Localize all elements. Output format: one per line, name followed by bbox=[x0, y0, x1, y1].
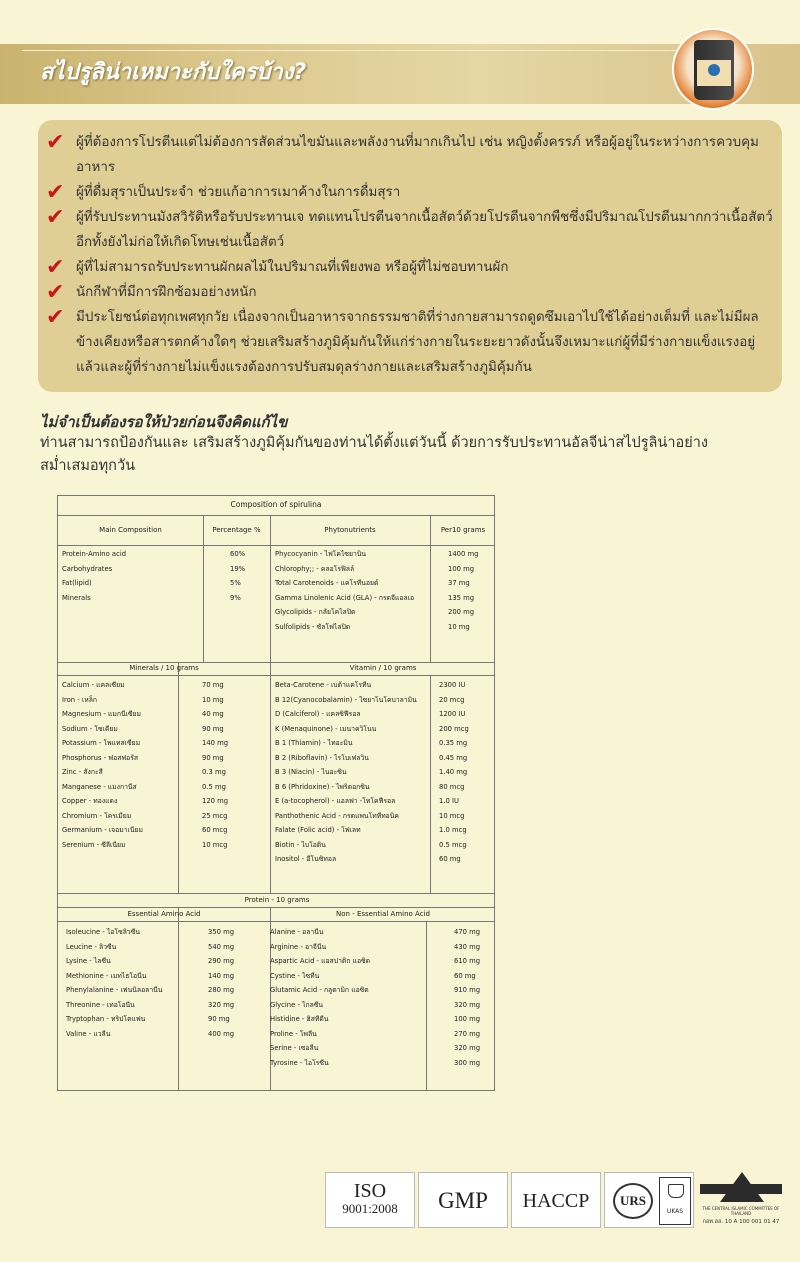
benefits-panel bbox=[38, 120, 782, 392]
table-rule bbox=[58, 675, 494, 676]
table-cell-name: Protein-Amino acid bbox=[62, 550, 127, 558]
halal-certification bbox=[700, 1172, 782, 1232]
benefits-list bbox=[46, 130, 776, 380]
table-cell-value: 80 mcg bbox=[439, 782, 465, 791]
per10-header: Per10 grams bbox=[440, 526, 486, 534]
table-rule bbox=[58, 662, 494, 663]
table-cell-value: 320 mg bbox=[454, 1000, 481, 1009]
table-rule bbox=[58, 515, 494, 516]
check-icon: ✔ bbox=[46, 280, 65, 305]
table-cell-value: 540 mg bbox=[208, 942, 235, 951]
main-composition-header: Main Composition bbox=[99, 526, 162, 534]
table-cell-value: 1.40 mg bbox=[439, 768, 468, 776]
table-rule bbox=[203, 515, 204, 662]
benefit-item bbox=[46, 280, 776, 305]
table-rule bbox=[178, 907, 179, 1091]
table-cell-value: 19% bbox=[230, 564, 246, 573]
benefit-item bbox=[46, 305, 776, 380]
page-title: สไปรูลิน่าเหมาะกับใครบ้าง? bbox=[40, 60, 307, 85]
table-cell-value: 1.0 mcg bbox=[439, 826, 467, 834]
table-cell-name: Falate (Folic acid) - โฟเลท bbox=[275, 826, 361, 834]
table-cell-value: 2300 IU bbox=[439, 681, 466, 689]
ukas-label: UKAS bbox=[666, 1208, 684, 1215]
table-cell-name: Potassium - โพแทสเซียม bbox=[62, 739, 141, 747]
table-cell-name: Valine - แวลีน bbox=[66, 1029, 111, 1038]
table-cell-name: Biotin - ไบโอติน bbox=[275, 840, 326, 849]
table-cell-name: Serine - เซอลีน bbox=[270, 1044, 319, 1052]
iso-label: ISO bbox=[353, 1180, 387, 1202]
table-cell-value: 430 mg bbox=[454, 942, 481, 951]
section-heading: ไม่จำเป็นต้องรอให้ป่วยก่อนจึงคิดแก้ไข bbox=[40, 413, 288, 431]
table-cell-name: Serenium - ซีลีเนียม bbox=[62, 840, 126, 849]
table-cell-value: 90 mg bbox=[208, 1015, 230, 1023]
table-cell-value: 37 mg bbox=[448, 579, 470, 587]
table-cell-name: Panthothenic Acid - กรดแพนโททีทอนิค bbox=[275, 811, 399, 820]
benefit-text: ผู้ที่รับประทานมังสวิรัติหรือรับประทานเจ ทดแทนโปรตีนจากเนื้อสัตว์ด้วยโปรตีนจากพืชซึ่งมีปริมาณโปรตีนมากกว่าเนื้อสัตว์อีกทั้งยังไม่ก่อให้เกิดโทษเช่นเนื้อสัตว์ bbox=[76, 210, 773, 250]
section-paragraph: ท่านสามารถป้องกันและ เสริมสร้างภูมิคุ้มกันของท่านได้ตั้งแต่วันนี้ ด้วยการรับประทานอัลจีน่าสไปรูลิน่าอย่างสม่ำเสมอทุกวัน bbox=[40, 435, 708, 474]
table-cell-name: B 3 (Niacin) - ไนอะซิน bbox=[275, 768, 347, 776]
table-rule bbox=[270, 515, 271, 893]
halal-code: กอท.ฮล. 10 A 100 001 01 47 bbox=[702, 1219, 780, 1225]
table-cell-value: 290 mg bbox=[208, 957, 235, 965]
table-cell-name: Total Carotenoids - แคโรทีนอยด์ bbox=[275, 579, 379, 587]
banner-divider bbox=[22, 50, 710, 51]
vitamin-header: Vitamin / 10 grams bbox=[349, 664, 417, 672]
table-cell-name: Methionine - เมทไธโอนีน bbox=[66, 971, 147, 980]
table-cell-name: Alanine - อลานีน bbox=[270, 928, 324, 936]
percentage-header: Percentage % bbox=[212, 526, 261, 534]
table-cell-name: Proline - โพลีน bbox=[270, 1029, 317, 1038]
table-cell-name: Germanium - เจอมาเนียม bbox=[62, 826, 143, 834]
table-cell-name: Sodium - โซเดียม bbox=[62, 724, 118, 733]
table-cell-name: Chromium - โครเมียม bbox=[62, 811, 132, 820]
benefit-item bbox=[46, 130, 776, 180]
table-cell-name: Carbohydrates bbox=[62, 564, 113, 573]
table-cell-value: 270 mg bbox=[454, 1029, 481, 1038]
table-cell-value: 140 mg bbox=[208, 971, 235, 980]
urs-logo: URS bbox=[613, 1183, 653, 1219]
table-cell-value: 300 mg bbox=[454, 1058, 481, 1067]
benefit-item bbox=[46, 255, 776, 280]
minerals-header: Minerals / 10 grams bbox=[129, 664, 199, 672]
table-cell-value: 120 mg bbox=[202, 797, 229, 805]
benefit-text: ผู้ที่ต้องการโปรตีนแต่ไม่ต้องการสัดส่วนไขมันและพลังงานที่มากเกินไป เช่น หญิงตั้งครรภ์ หรือผู้อยู่ในระหว่างการควบคุมอาหาร bbox=[76, 135, 759, 175]
protein-header: Protein - 10 grams bbox=[244, 896, 310, 904]
table-cell-name: Zinc - สังกะสี bbox=[62, 768, 103, 776]
urs-ukas-certification bbox=[604, 1172, 694, 1228]
table-cell-name: K (Menaquinone) - เมนาควิโนน bbox=[275, 724, 377, 733]
table-cell-name: D (Calciferol) - แคลซิฟีรอล bbox=[275, 710, 361, 718]
jar-icon bbox=[694, 40, 734, 100]
table-cell-name: Iron - เหล็ก bbox=[62, 695, 97, 704]
table-cell-value: 350 mg bbox=[208, 928, 235, 936]
check-icon: ✔ bbox=[46, 205, 65, 230]
table-cell-value: 5% bbox=[230, 579, 241, 587]
table-cell-name: Beta-Carotene - เบต้าแคโรทีน bbox=[275, 681, 372, 689]
table-cell-name: B 6 (Phridoxine) - ไพริดอกซิน bbox=[275, 782, 370, 791]
table-cell-value: 60 mg bbox=[439, 855, 461, 863]
table-cell-name: Cystine - ไซทีน bbox=[270, 971, 320, 980]
table-cell-value: 400 mg bbox=[208, 1029, 235, 1038]
table-cell-value: 280 mg bbox=[208, 986, 235, 994]
table-cell-value: 135 mg bbox=[448, 593, 475, 602]
table-rule bbox=[58, 921, 494, 922]
table-cell-value: 0.3 mg bbox=[202, 768, 226, 776]
table-cell-value: 10 mcg bbox=[202, 840, 228, 849]
haccp-label: HACCP bbox=[522, 1190, 590, 1212]
phytonutrients-header: Phytonutrients bbox=[324, 526, 376, 534]
table-cell-value: 10 mg bbox=[202, 695, 224, 704]
table-cell-name: B 2 (Riboflavin) - ไรโบเฟลวิน bbox=[275, 753, 369, 762]
table-cell-value: 200 mg bbox=[448, 608, 475, 616]
table-cell-value: 320 mg bbox=[454, 1044, 481, 1052]
ukas-logo bbox=[659, 1177, 691, 1225]
table-cell-value: 910 mg bbox=[454, 986, 481, 994]
table-cell-value: 1200 IU bbox=[439, 710, 466, 718]
table-rule bbox=[430, 675, 431, 893]
table-cell-value: 0.5 mcg bbox=[439, 840, 467, 849]
benefit-item bbox=[46, 180, 776, 205]
product-jar-image bbox=[672, 28, 754, 110]
table-cell-name: Sulfolipids - ซัลโฟไลปิด bbox=[275, 622, 351, 631]
table-cell-value: 0.35 mg bbox=[439, 739, 468, 747]
table-rule bbox=[426, 921, 427, 1091]
table-cell-name: Glycolipids - กลัยโคไลปิด bbox=[275, 608, 356, 616]
gmp-label: GMP bbox=[438, 1188, 488, 1213]
table-cell-name: Calcium - แคลเซียม bbox=[62, 681, 125, 689]
check-icon: ✔ bbox=[46, 255, 65, 280]
table-cell-value: 60% bbox=[230, 550, 246, 558]
table-cell-name: B 12(Cyanocobalamin) - ไซยาโนโคบาลามิน bbox=[275, 695, 417, 704]
table-cell-value: 90 mg bbox=[202, 753, 224, 762]
essential-header: Essential Amino Acid bbox=[127, 910, 201, 918]
table-cell-name: Fat(lipid) bbox=[62, 579, 92, 587]
table-cell-value: 60 mcg bbox=[202, 826, 228, 834]
table-cell-name: Glycine - ไกลซีน bbox=[270, 1000, 324, 1009]
halal-committee: THE CENTRAL ISLAMIC COMMITTEE OF THAILAND bbox=[702, 1206, 780, 1216]
table-cell-value: 610 mg bbox=[454, 957, 481, 965]
table-title: Composition of spirulina bbox=[230, 500, 322, 509]
table-cell-name: Lysine - ไลซีน bbox=[66, 957, 111, 965]
table-cell-value: 320 mg bbox=[208, 1000, 235, 1009]
haccp-certification bbox=[511, 1172, 601, 1228]
table-cell-name: Threonine - เทอโอนีน bbox=[66, 1000, 135, 1009]
table-rule bbox=[58, 545, 494, 546]
table-cell-name: Histidine - ฮิสทีดีน bbox=[270, 1015, 329, 1023]
table-cell-value: 25 mcg bbox=[202, 811, 228, 820]
table-cell-name: Inositol - อีโนซิทอล bbox=[275, 855, 337, 863]
table-rule bbox=[430, 515, 431, 662]
table-cell-name: Chlorophy;; - คลอโรฟิลล์ bbox=[275, 564, 355, 573]
table-cell-value: 100 mg bbox=[448, 564, 475, 573]
check-icon: ✔ bbox=[46, 130, 65, 155]
table-cell-value: 0.45 mg bbox=[439, 753, 468, 762]
table-rule bbox=[178, 662, 179, 893]
table-cell-value: 0.5 mg bbox=[202, 782, 226, 791]
composition-table bbox=[57, 495, 495, 1091]
table-cell-name: Leucine - ลิวซีน bbox=[66, 942, 117, 951]
benefit-text: มีประโยชน์ต่อทุกเพศทุกวัย เนื่องจากเป็นอาหารจากธรรมชาติที่ร่างกายสามารถดูดซึมเอาไปใช้ได้อย่างเต็มที่ และไม่มีผลข้างเคียงหรือสารตกค้างใดๆ ช่วยเสริมสร้างภูมิคุ้มกันให้แก่ร่างกายในระยะยาวดังนั้นจึงเหมาะแก่ผู้ที่มีร่างกายแข็งแรงอยู่แล้วและผู้ที่ร่างกายไม่แข็งแรงต้องการปรับสมดุลร่างกายและเสริมสร้างภูมิคุ้มกัน bbox=[76, 310, 759, 375]
gmp-certification bbox=[418, 1172, 508, 1228]
table-cell-name: Isoleucine - ไอโซลิวซีน bbox=[66, 928, 140, 936]
table-cell-value: 1.0 IU bbox=[439, 797, 459, 805]
table-cell-name: Tyrosine - ไอโรซีน bbox=[270, 1058, 329, 1067]
table-cell-value: 140 mg bbox=[202, 739, 229, 747]
table-cell-value: 90 mg bbox=[202, 724, 224, 733]
table-cell-name: Glutamic Acid - กลูตามิก แอซิด bbox=[270, 986, 369, 994]
table-cell-value: 100 mg bbox=[454, 1015, 481, 1023]
table-cell-value: 70 mg bbox=[202, 681, 224, 689]
nonessential-header: Non - Essential Amino Acid bbox=[336, 910, 430, 918]
table-rule bbox=[58, 907, 494, 908]
table-cell-name: Minerals bbox=[62, 593, 91, 602]
check-icon: ✔ bbox=[46, 180, 65, 205]
crown-icon bbox=[668, 1184, 684, 1198]
iso-certification bbox=[325, 1172, 415, 1228]
table-cell-name: B 1 (Thiamin) - ไทอะมิน bbox=[275, 739, 353, 747]
table-cell-value: 10 mg bbox=[448, 622, 470, 631]
benefit-text: ผู้ที่ไม่สามารถรับประทานผักผลไม้ในปริมาณที่เพียงพอ หรือผู้ที่ไม่ชอบทานผัก bbox=[76, 260, 509, 275]
benefit-text: นักกีฬาที่มีการฝึกซ้อมอย่างหนัก bbox=[76, 285, 257, 300]
table-cell-name: Phenylalanine - เฟนนิลอลานีน bbox=[66, 986, 163, 994]
table-rule bbox=[58, 893, 494, 894]
table-cell-value: 40 mg bbox=[202, 710, 224, 718]
jar-label bbox=[697, 60, 731, 86]
benefit-text: ผู้ที่ดื่มสุราเป็นประจำ ช่วยแก้อาการเมาค้างในการดื่มสุรา bbox=[76, 185, 401, 200]
table-cell-name: Phosphorus - ฟอสฟอรัส bbox=[62, 753, 139, 762]
table-cell-name: Gamma Linolenic Acid (GLA) - กรดจีแอลเอ bbox=[275, 593, 415, 602]
halal-logo-icon bbox=[700, 1172, 782, 1202]
table-cell-name: Tryptophan - ทริปโตแฟน bbox=[66, 1015, 146, 1023]
table-cell-value: 9% bbox=[230, 593, 241, 602]
iso-standard: 9001:2008 bbox=[342, 1201, 398, 1216]
table-cell-name: Aspartic Acid - แอสปาติก แอซิด bbox=[270, 957, 371, 965]
table-cell-value: 1400 mg bbox=[448, 550, 479, 558]
table-cell-value: 200 mcg bbox=[439, 724, 469, 733]
check-icon: ✔ bbox=[46, 305, 65, 330]
table-cell-name: Magnesium - แมกนีเซียม bbox=[62, 710, 141, 718]
table-cell-name: Phycocyanin - ไฟโคไซยานิน bbox=[275, 550, 367, 558]
table-cell-name: Manganese - แมงกานีส bbox=[62, 782, 137, 791]
table-cell-value: 10 mcg bbox=[439, 811, 465, 820]
table-cell-value: 20 mcg bbox=[439, 695, 465, 704]
table-cell-name: E (a-tocopherol) - แอลฟา -โทโคฟีรอล bbox=[275, 797, 396, 805]
table-cell-value: 60 mg bbox=[454, 971, 476, 980]
table-cell-name: Copper - ทองแดง bbox=[62, 797, 118, 805]
table-cell-name: Arginine - อาจีนีน bbox=[270, 942, 327, 951]
table-cell-value: 470 mg bbox=[454, 928, 481, 936]
benefit-item bbox=[46, 205, 776, 255]
